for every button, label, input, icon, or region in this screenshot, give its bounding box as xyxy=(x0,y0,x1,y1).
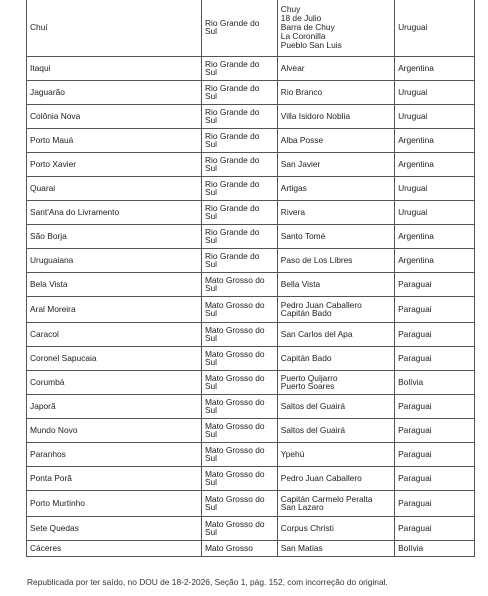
table-row xyxy=(27,442,475,466)
state-cell xyxy=(201,370,277,394)
brazilian-city-cell: Japorã xyxy=(27,394,202,418)
state-line: Sul xyxy=(204,91,218,102)
foreign-city-line: Saltos del Guairá xyxy=(280,424,346,435)
country-cell: Argentina xyxy=(395,248,475,272)
state-line: Rio Grande do xyxy=(204,106,260,117)
foreign-city-cell xyxy=(277,516,394,540)
brazilian-city-cell: Ponta Porã xyxy=(27,466,202,490)
foreign-city-line: Chuy xyxy=(280,4,301,15)
country-cell: Bolívia xyxy=(395,370,475,394)
table-row xyxy=(27,200,475,224)
state-line: Sul xyxy=(204,67,218,78)
foreign-city-cell xyxy=(277,346,394,370)
table-row xyxy=(27,248,475,272)
foreign-city-cell xyxy=(277,272,394,296)
country-cell: Uruguai xyxy=(395,104,475,128)
foreign-city-line: San Matias xyxy=(280,542,323,553)
brazilian-city-cell: Quarai xyxy=(27,176,202,200)
country-cell: Paraguai xyxy=(395,490,475,516)
foreign-city-line: La Coronilla xyxy=(280,30,326,41)
brazilian-city-cell: Paranhos xyxy=(27,442,202,466)
country-cell: Paraguai xyxy=(395,322,475,346)
foreign-city-line: Puerto Soares xyxy=(280,381,335,392)
foreign-city-line: Puerto Quijarro xyxy=(280,372,338,383)
table-row xyxy=(27,152,475,176)
state-line: Rio Grande do xyxy=(204,178,260,189)
country-cell: Argentina xyxy=(395,152,475,176)
country-cell: Bolívia xyxy=(395,540,475,556)
state-line: Sul xyxy=(204,139,218,150)
state-line: Sul xyxy=(204,333,218,344)
brazilian-city-cell: Caracol xyxy=(27,322,202,346)
foreign-city-line: Artigas xyxy=(280,182,307,193)
foreign-city-cell xyxy=(277,490,394,516)
brazilian-city-cell: Jaguarão xyxy=(27,80,202,104)
state-line: Mato Grosso do xyxy=(204,299,265,310)
state-line: Rio Grande do xyxy=(204,154,260,165)
brazilian-city-cell: Colônia Nova xyxy=(27,104,202,128)
state-line: Mato Grosso do xyxy=(204,420,265,431)
state-line: Sul xyxy=(204,187,218,198)
state-cell xyxy=(201,490,277,516)
state-cell xyxy=(201,176,277,200)
foreign-city-line: Barra de Chuy xyxy=(280,21,335,32)
state-cell xyxy=(201,296,277,322)
table-row xyxy=(27,272,475,296)
state-line: Mato Grosso do xyxy=(204,444,265,455)
state-line: Sul xyxy=(204,259,218,270)
country-cell: Paraguai xyxy=(395,346,475,370)
foreign-city-line: Rivera xyxy=(280,206,305,217)
table-row xyxy=(27,80,475,104)
foreign-city-line: Corpus Christi xyxy=(280,522,334,533)
state-line: Sul xyxy=(204,308,218,319)
table-row xyxy=(27,346,475,370)
country-cell: Paraguai xyxy=(395,466,475,490)
state-line: Sul xyxy=(204,429,218,440)
state-cell xyxy=(201,224,277,248)
foreign-city-line: Capitán Bado xyxy=(280,352,332,363)
foreign-city-cell xyxy=(277,200,394,224)
state-line: Sul xyxy=(204,26,218,37)
table-row xyxy=(27,104,475,128)
brazilian-city-cell: Sete Quedas xyxy=(27,516,202,540)
foreign-city-line: Ypehú xyxy=(280,448,305,459)
foreign-city-cell xyxy=(277,248,394,272)
state-cell xyxy=(201,516,277,540)
foreign-city-line: Alvear xyxy=(280,62,305,73)
state-cell xyxy=(201,200,277,224)
brazilian-city-cell: Sant'Ana do Livramento xyxy=(27,200,202,224)
foreign-city-cell xyxy=(277,56,394,80)
brazilian-city-cell: Itaqui xyxy=(27,56,202,80)
foreign-city-line: San Lazaro xyxy=(280,502,324,513)
table-row xyxy=(27,224,475,248)
brazilian-city-cell: São Borja xyxy=(27,224,202,248)
state-line: Sul xyxy=(204,527,218,538)
state-line: Mato Grosso do xyxy=(204,518,265,529)
brazilian-city-cell: Aral Moreira xyxy=(27,296,202,322)
country-cell: Uruguai xyxy=(395,200,475,224)
state-line: Sul xyxy=(204,115,218,126)
state-line: Sul xyxy=(204,211,218,222)
state-line: Mato Grosso do xyxy=(204,493,265,504)
country-cell: Paraguai xyxy=(395,272,475,296)
foreign-city-line: Pedro Juan Caballero xyxy=(280,299,362,310)
state-line: Rio Grande do xyxy=(204,58,260,69)
table-row xyxy=(27,516,475,540)
foreign-city-line: Rio Branco xyxy=(280,86,323,97)
state-cell xyxy=(201,466,277,490)
state-cell xyxy=(201,418,277,442)
country-cell: Argentina xyxy=(395,224,475,248)
foreign-city-line: Pueblo San Luis xyxy=(280,39,342,50)
table-row xyxy=(27,418,475,442)
state-line: Mato Grosso do xyxy=(204,372,265,383)
state-line: Sul xyxy=(204,381,218,392)
foreign-city-cell xyxy=(277,442,394,466)
state-line: Sul xyxy=(204,235,218,246)
brazilian-city-cell: Coronel Sapucaia xyxy=(27,346,202,370)
foreign-city-cell xyxy=(277,394,394,418)
state-line: Sul xyxy=(204,283,218,294)
state-cell xyxy=(201,80,277,104)
table-row xyxy=(27,0,475,56)
foreign-city-cell xyxy=(277,466,394,490)
brazilian-city-cell: Porto Murtinho xyxy=(27,490,202,516)
country-cell: Paraguai xyxy=(395,418,475,442)
table-row xyxy=(27,394,475,418)
country-cell: Uruguai xyxy=(395,176,475,200)
foreign-city-line: Pedro Juan Caballero xyxy=(280,472,362,483)
state-cell xyxy=(201,152,277,176)
brazilian-city-cell: Mundo Novo xyxy=(27,418,202,442)
state-cell xyxy=(201,128,277,152)
state-line: Sul xyxy=(204,405,218,416)
table-row xyxy=(27,466,475,490)
republication-note: Republicada por ter saído, no DOU de 18-2-2026, Seção 1, pág. 152, com incorreção do original. xyxy=(27,577,388,587)
state-cell xyxy=(201,104,277,128)
foreign-city-line: Santo Tomé xyxy=(280,230,326,241)
state-cell xyxy=(201,322,277,346)
state-line: Sul xyxy=(204,502,218,513)
state-cell xyxy=(201,442,277,466)
brazilian-city-cell: Bela Vista xyxy=(27,272,202,296)
foreign-city-line: San Javier xyxy=(280,158,321,169)
state-cell xyxy=(201,248,277,272)
foreign-city-cell xyxy=(277,370,394,394)
state-line: Rio Grande do xyxy=(204,17,260,28)
brazilian-city-cell: Porto Mauá xyxy=(27,128,202,152)
state-line: Mato Grosso do xyxy=(204,396,265,407)
table-row xyxy=(27,370,475,394)
state-line: Mato Grosso do xyxy=(204,348,265,359)
foreign-city-cell xyxy=(277,296,394,322)
country-cell: Paraguai xyxy=(395,296,475,322)
table-row xyxy=(27,128,475,152)
brazilian-city-cell: Porto Xavier xyxy=(27,152,202,176)
state-line: Rio Grande do xyxy=(204,250,260,261)
state-line: Rio Grande do xyxy=(204,202,260,213)
state-line: Rio Grande do xyxy=(204,226,260,237)
table-row xyxy=(27,322,475,346)
state-line: Sul xyxy=(204,357,218,368)
table-row xyxy=(27,540,475,556)
state-line: Rio Grande do xyxy=(204,82,260,93)
country-cell: Uruguai xyxy=(395,80,475,104)
country-cell: Argentina xyxy=(395,128,475,152)
border-cities-table xyxy=(26,0,475,557)
foreign-city-line: Bella Vista xyxy=(280,278,321,289)
brazilian-city-cell: Chuí xyxy=(27,0,202,56)
foreign-city-line: 18 de Julio xyxy=(280,13,322,24)
table-row xyxy=(27,490,475,516)
foreign-city-line: Capitán Bado xyxy=(280,308,332,319)
state-cell xyxy=(201,56,277,80)
state-cell xyxy=(201,540,277,556)
foreign-city-cell xyxy=(277,0,394,56)
state-cell xyxy=(201,0,277,56)
state-line: Mato Grosso xyxy=(204,542,253,553)
state-cell xyxy=(201,346,277,370)
table-body xyxy=(27,0,475,556)
country-cell: Paraguai xyxy=(395,442,475,466)
foreign-city-line: Capitán Carmelo Peralta xyxy=(280,493,373,504)
foreign-city-cell xyxy=(277,128,394,152)
state-line: Mato Grosso do xyxy=(204,274,265,285)
state-cell xyxy=(201,272,277,296)
foreign-city-cell xyxy=(277,152,394,176)
state-line: Sul xyxy=(204,163,218,174)
country-cell: Paraguai xyxy=(395,394,475,418)
country-cell: Uruguai xyxy=(395,0,475,56)
country-cell: Paraguai xyxy=(395,516,475,540)
brazilian-city-cell: Uruguaiana xyxy=(27,248,202,272)
table-row xyxy=(27,296,475,322)
table-row xyxy=(27,56,475,80)
foreign-city-line: Saltos del Guairá xyxy=(280,400,346,411)
table-row xyxy=(27,176,475,200)
foreign-city-cell xyxy=(277,224,394,248)
foreign-city-cell xyxy=(277,104,394,128)
state-line: Rio Grande do xyxy=(204,130,260,141)
foreign-city-line: San Carlos del Apa xyxy=(280,328,353,339)
foreign-city-cell xyxy=(277,176,394,200)
brazilian-city-cell: Cáceres xyxy=(27,540,202,556)
state-line: Mato Grosso do xyxy=(204,468,265,479)
foreign-city-cell xyxy=(277,80,394,104)
state-line: Sul xyxy=(204,477,218,488)
brazilian-city-cell: Corumbá xyxy=(27,370,202,394)
state-line: Mato Grosso do xyxy=(204,324,265,335)
foreign-city-line: Villa Isidoro Noblia xyxy=(280,110,350,121)
country-cell: Argentina xyxy=(395,56,475,80)
foreign-city-cell xyxy=(277,322,394,346)
foreign-city-line: Paso de Los Libres xyxy=(280,254,353,265)
state-line: Sul xyxy=(204,453,218,464)
foreign-city-cell xyxy=(277,418,394,442)
state-cell xyxy=(201,394,277,418)
foreign-city-line: Alba Posse xyxy=(280,134,324,145)
foreign-city-cell xyxy=(277,540,394,556)
